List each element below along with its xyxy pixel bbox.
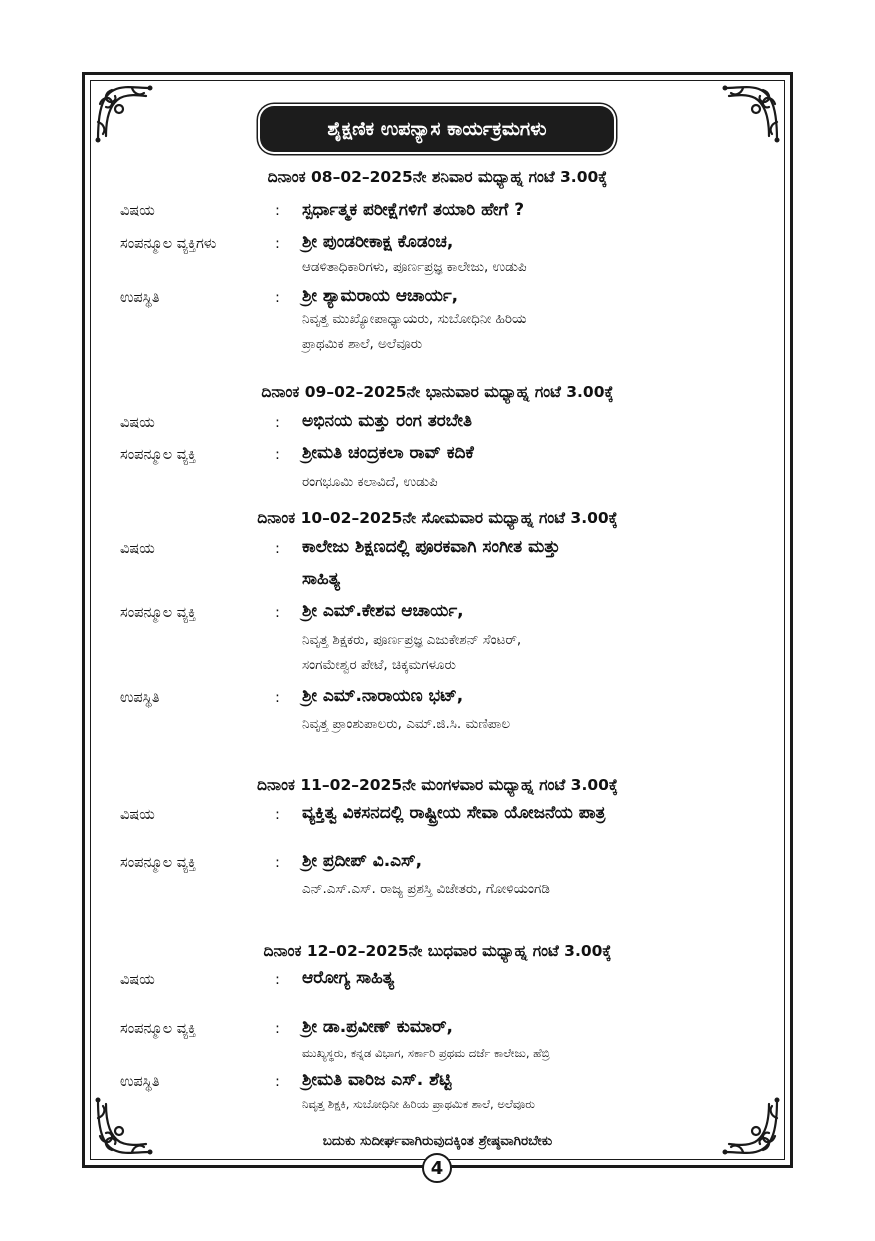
colon: : xyxy=(275,236,280,252)
session-3-subject-line2: ಸಾಹಿತ್ಯ xyxy=(302,569,341,589)
session-1-guest-label: ಉಪಸ್ಥಿತಿ xyxy=(120,290,160,306)
session-2-subject-label: ವಿಷಯ xyxy=(120,415,155,431)
colon: : xyxy=(275,807,280,823)
colon: : xyxy=(275,290,280,306)
session-1-guest-name: ಶ್ರೀ ಶ್ಯಾಮರಾಯ ಆಚಾರ್ಯ, xyxy=(302,286,459,306)
session-3-resource-desc-line1: ನಿವೃತ್ತ ಶಿಕ್ಷಕರು, ಪೂರ್ಣಪ್ರಜ್ಞ ಎಜುಕೇಶನ್ ಸೆಂಟರ್, xyxy=(302,632,522,648)
session-3-subject-label: ವಿಷಯ xyxy=(120,541,155,557)
colon: : xyxy=(275,203,280,219)
corner-flourish-icon xyxy=(92,82,156,146)
session-3-subject-line1: ಕಾಲೇಜು ಶಿಕ್ಷಣದಲ್ಲಿ ಪೂರಕವಾಗಿ ಸಂಗೀತ ಮತ್ತು xyxy=(302,537,561,557)
session-2-subject: ಅಭಿನಯ ಮತ್ತು ರಂಗ ತರಬೇತಿ xyxy=(302,411,472,431)
colon: : xyxy=(275,855,280,871)
colon: : xyxy=(275,541,280,557)
session-1-guest-desc-line1: ನಿವೃತ್ತ ಮುಖ್ಯೋಪಾಧ್ಯಾಯರು, ಸುಬೋಧಿನೀ ಹಿರಿಯ xyxy=(302,311,527,327)
session-4-subject-label: ವಿಷಯ xyxy=(120,807,155,823)
session-3-resource-desc-line2: ಸಂಗಮೇಶ್ವರ ಪೇಟೆ, ಚಿಕ್ಕಮಗಳೂರು xyxy=(302,657,456,673)
session-3-resource-name: ಶ್ರೀ ಎಮ್.ಕೇಶವ ಆಚಾರ್ಯ, xyxy=(302,601,464,621)
session-1-guest-desc-line2: ಪ್ರಾಥಮಿಕ ಶಾಲೆ, ಅಲೆವೂರು xyxy=(302,336,423,352)
session-5-resource-name: ಶ್ರೀ ಡಾ.ಪ್ರವೀಣ್ ಕುಮಾರ್, xyxy=(302,1017,453,1037)
session-3-resource-label: ಸಂಪನ್ಮೂಲ ವ್ಯಕ್ತಿ xyxy=(120,605,197,621)
session-5-guest-name: ಶ್ರೀಮತಿ ವಾರಿಜ ಎಸ್. ಶೆಟ್ಟಿ xyxy=(302,1070,452,1090)
session-1-resource-label: ಸಂಪನ್ಮೂಲ ವ್ಯಕ್ತಿಗಳು xyxy=(120,236,217,252)
session-4-date: ದಿನಾಂಕ 11–02–2025ನೇ ಮಂಗಳವಾರ ಮಧ್ಯಾಹ್ನ ಗಂಟೆ 3.00ಕ್ಕೆ xyxy=(257,776,618,794)
session-1-resource-desc: ಆಡಳಿತಾಧಿಕಾರಿಗಳು, ಪೂರ್ಣಪ್ರಜ್ಞ ಕಾಲೇಜು, ಉಡುಪಿ xyxy=(302,259,527,275)
session-4-resource-desc: ಎನ್.ಎಸ್.ಎಸ್. ರಾಜ್ಯ ಪ್ರಶಸ್ತಿ ವಿಜೇತರು, ಗೋಳಿಯಂಗಡಿ xyxy=(302,881,550,897)
session-2-resource-label: ಸಂಪನ್ಮೂಲ ವ್ಯಕ್ತಿ xyxy=(120,447,197,463)
session-4-resource-label: ಸಂಪನ್ಮೂಲ ವ್ಯಕ್ತಿ xyxy=(120,855,197,871)
colon: : xyxy=(275,690,280,706)
session-3-guest-desc: ನಿವೃತ್ತ ಪ್ರಾಂಶುಪಾಲರು, ಎಮ್.ಜಿ.ಸಿ. ಮಣಿಪಾಲ xyxy=(302,716,511,732)
session-5-subject: ಆರೋಗ್ಯ ಸಾಹಿತ್ಯ xyxy=(302,968,395,988)
colon: : xyxy=(275,415,280,431)
corner-flourish-icon xyxy=(719,82,783,146)
session-1-subject: ಸ್ಪರ್ಧಾತ್ಮಕ ಪರೀಕ್ಷೆಗಳಿಗೆ ತಯಾರಿ ಹೇಗೆ ? xyxy=(302,200,525,220)
session-2-resource-desc: ರಂಗಭೂಮಿ ಕಲಾವಿದೆ, ಉಡುಪಿ xyxy=(302,474,438,490)
footer-motto: ಬದುಕು ಸುದೀರ್ಘವಾಗಿರುವುದಕ್ಕಿಂತ ಶ್ರೇಷ್ಠವಾಗಿರಬೇಕು xyxy=(322,1133,553,1149)
session-2-resource-name: ಶ್ರೀಮತಿ ಚಂದ್ರಕಲಾ ರಾವ್ ಕದಿಕೆ xyxy=(302,443,474,463)
page-number: 4 xyxy=(422,1153,452,1183)
colon: : xyxy=(275,1074,280,1090)
session-1-date: ದಿನಾಂಕ 08–02–2025ನೇ ಶನಿವಾರ ಮಧ್ಯಾಹ್ನ ಗಂಟೆ 3.00ಕ್ಕೆ xyxy=(267,168,608,186)
session-2-date: ದಿನಾಂಕ 09–02–2025ನೇ ಭಾನುವಾರ ಮಧ್ಯಾಹ್ನ ಗಂಟೆ 3.00ಕ್ಕೆ xyxy=(261,383,614,401)
session-3-guest-name: ಶ್ರೀ ಎಮ್.ನಾರಾಯಣ ಭಟ್, xyxy=(302,686,464,706)
session-5-resource-label: ಸಂಪನ್ಮೂಲ ವ್ಯಕ್ತಿ xyxy=(120,1021,197,1037)
session-4-resource-name: ಶ್ರೀ ಪ್ರದೀಪ್ ವಿ.ಎಸ್, xyxy=(302,851,423,871)
session-5-resource-desc: ಮುಖ್ಯಸ್ಥರು, ಕನ್ನಡ ವಿಭಾಗ, ಸರ್ಕಾರಿ ಪ್ರಥಮ ದರ್ಜೆ ಕಾಲೇಜು, ಹೆಬ್ರಿ xyxy=(302,1046,550,1060)
session-5-guest-label: ಉಪಸ್ಥಿತಿ xyxy=(120,1074,160,1090)
session-3-date: ದಿನಾಂಕ 10–02–2025ನೇ ಸೋಮವಾರ ಮಧ್ಯಾಹ್ನ ಗಂಟೆ 3.00ಕ್ಕೆ xyxy=(257,509,618,527)
session-3-guest-label: ಉಪಸ್ಥಿತಿ xyxy=(120,690,160,706)
session-4-subject: ವ್ಯಕ್ತಿತ್ವ ವಿಕಸನದಲ್ಲಿ ರಾಷ್ಟ್ರೀಯ ಸೇವಾ ಯೋಜನೆಯ ಪಾತ್ರ xyxy=(302,803,606,823)
session-1-subject-label: ವಿಷಯ xyxy=(120,203,155,219)
page-title: ಶೈಕ್ಷಣಿಕ ಉಪನ್ಯಾಸ ಕಾರ್ಯಕ್ರಮಗಳು xyxy=(327,118,547,140)
colon: : xyxy=(275,605,280,621)
title-banner xyxy=(260,106,614,152)
colon: : xyxy=(275,1021,280,1037)
colon: : xyxy=(275,447,280,463)
session-1-resource-name: ಶ್ರೀ ಪುಂಡರೀಕಾಕ್ಷ ಕೊಡಂಚ, xyxy=(302,232,454,252)
colon: : xyxy=(275,972,280,988)
session-5-guest-desc: ನಿವೃತ್ತ ಶಿಕ್ಷಕಿ, ಸುಬೋಧಿನೀ ಹಿರಿಯ ಪ್ರಾಥಮಿಕ ಶಾಲೆ, ಅಲೆವೂರು xyxy=(302,1097,535,1111)
session-5-subject-label: ವಿಷಯ xyxy=(120,972,155,988)
session-5-date: ದಿನಾಂಕ 12–02–2025ನೇ ಬುಧವಾರ ಮಧ್ಯಾಹ್ನ ಗಂಟೆ 3.00ಕ್ಕೆ xyxy=(263,942,612,960)
